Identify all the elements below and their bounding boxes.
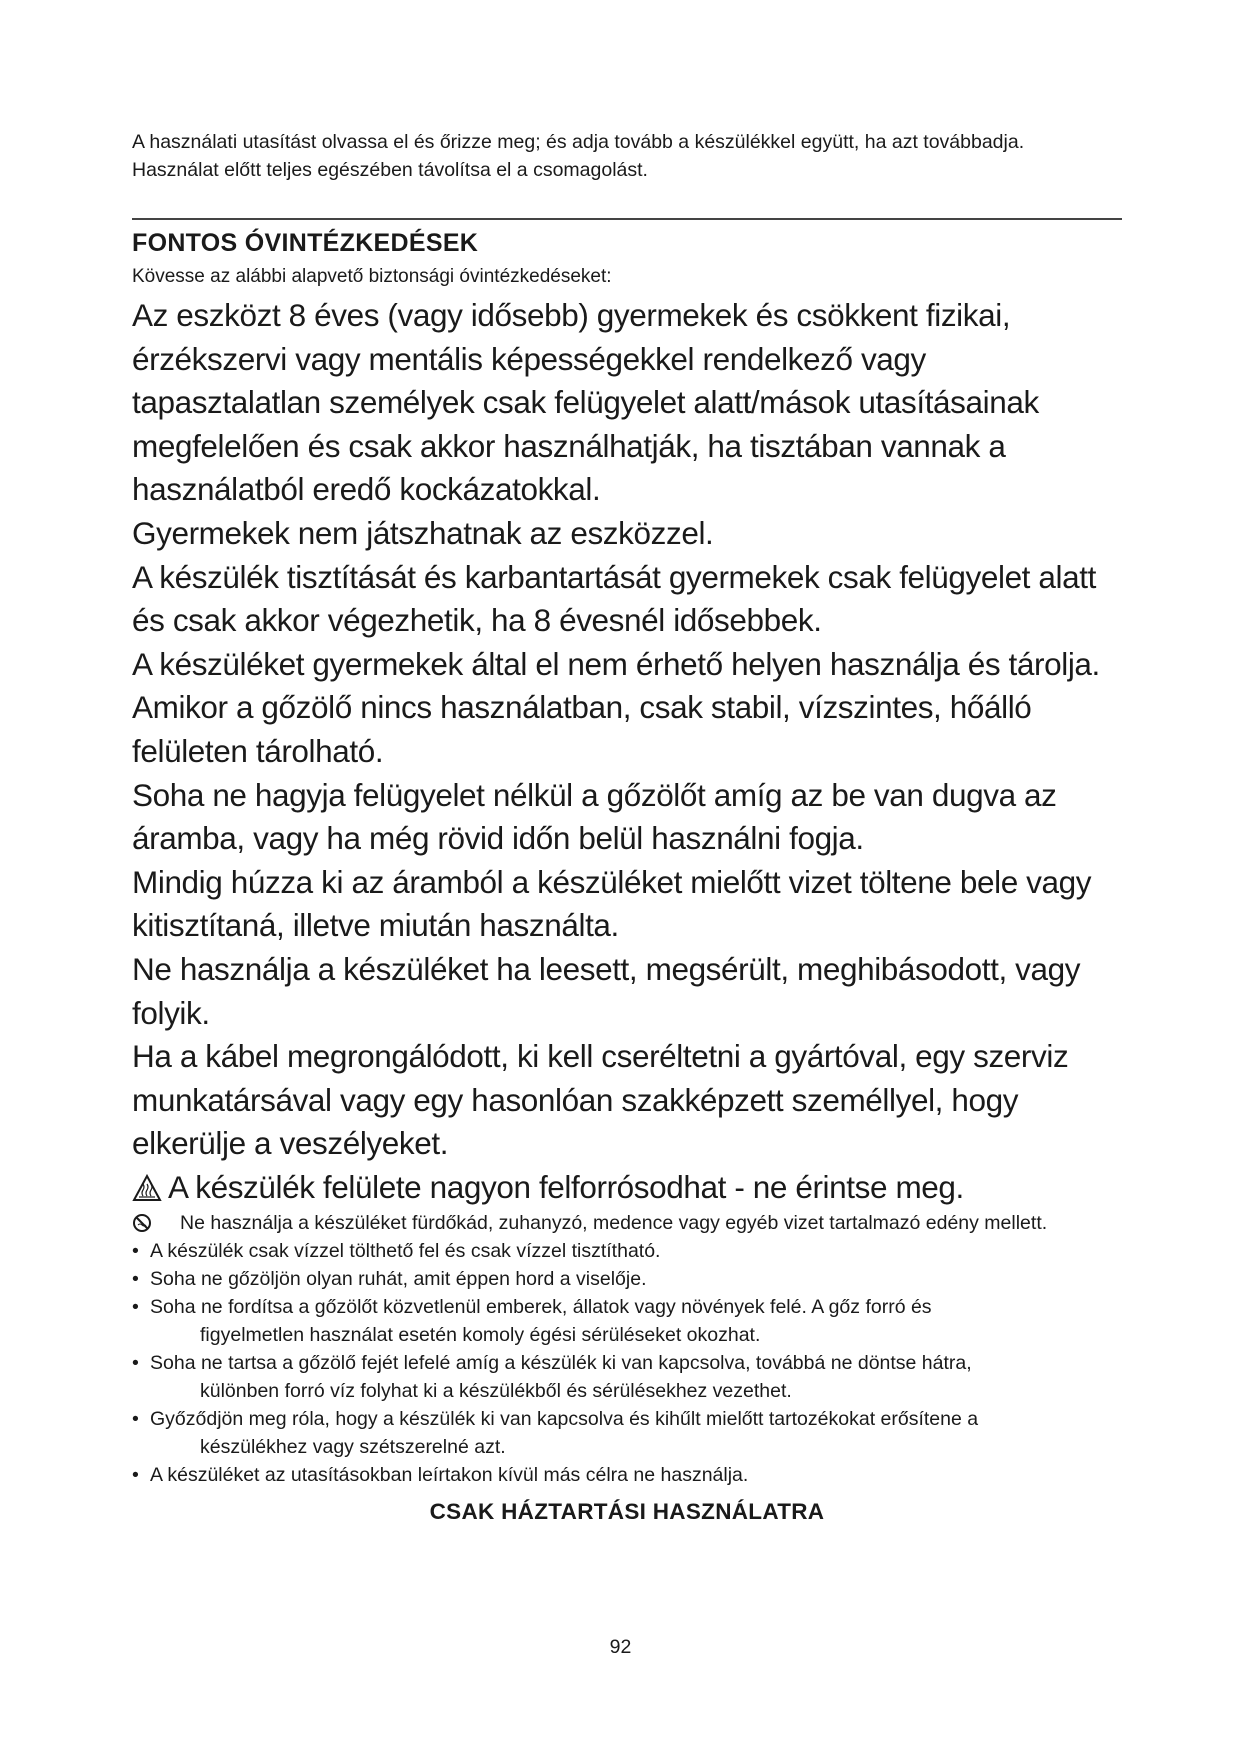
section-divider	[132, 218, 1122, 220]
safety-paragraph: Az eszközt 8 éves (vagy idősebb) gyermekek és csökkent fizikai, érzékszervi vagy mentális képességekkel rendelkező vagy tapasztalatlan személyek csak felügyelet alatt/mások utasításainak megfelelően és csak akkor használhatják, ha tisztában vannak a használatból eredő kockázatokkal.	[132, 297, 1039, 508]
list-item	[132, 1237, 1122, 1265]
page-number: 92	[609, 1636, 632, 1658]
safety-paragraph: Amikor a gőzölő nincs használatban, csak stabil, vízszintes, hőálló felületen tárolható.	[132, 689, 1032, 769]
safety-paragraph: Ne használja a készüléket ha leesett, megsérült, meghibásodott, vagy folyik.	[132, 950, 1081, 1031]
safety-paragraph: Mindig húzza ki az áramból a készüléket mielőtt vizet töltene bele vagy kitisztítaná, illetve miután használta.	[132, 863, 1092, 944]
safety-paragraph: Soha ne hagyja felügyelet nélkül a gőzölőt amíg az be van dugva az áramba, vagy ha még rövid időn belül használni fogja.	[132, 776, 1057, 857]
list-item	[132, 1209, 1122, 1237]
section-subtitle: Kövesse az alábbi alapvető biztonsági óvintézkedéseket:	[132, 266, 612, 287]
safety-paragraph: A készüléket gyermekek által el nem érhető helyen használja és tárolja.	[132, 645, 1100, 682]
list-item-text: A készüléket az utasításokban leírtakon kívül más célra ne használja.	[150, 1464, 749, 1487]
list-item	[132, 1265, 1122, 1293]
precautions-list	[132, 1209, 1122, 1489]
list-item-continuation: figyelmetlen használat esetén komoly égési sérüléseket okozhat.	[200, 1324, 761, 1347]
safety-paragraph: A készülék tisztítását és karbantartását gyermekek csak felügyelet alatt és csak akkor végezhetik, ha 8 évesnél idősebbek.	[132, 558, 1096, 639]
list-item	[132, 1405, 1122, 1461]
prohibited-icon	[132, 1213, 152, 1233]
list-item-continuation: készülékhez vagy szétszerelné azt.	[200, 1436, 506, 1459]
hot-surface-warning-text: A készülék felülete nagyon felforrósodhat - ne érintse meg.	[168, 1168, 964, 1205]
list-item-text: Soha ne tartsa a gőzölő fejét lefelé amíg a készülék ki van kapcsolva, továbbá ne döntse hátra,	[150, 1352, 972, 1375]
intro-line-1: A használati utasítást olvassa el és őrizze meg; és adja tovább a készülékkel együtt, ha azt továbbadja.	[132, 131, 1025, 153]
bullet-symbol: •	[132, 1268, 139, 1291]
household-use-only-title: CSAK HÁZTARTÁSI HASZNÁLATRA	[429, 1499, 825, 1525]
safety-paragraph: Ha a kábel megrongálódott, ki kell cseréltetni a gyártóval, egy szerviz munkatársával vagy egy hasonlóan szakképzett személlyel, hogy elkerülje a veszélyeket.	[132, 1038, 1069, 1162]
list-item	[132, 1293, 1122, 1349]
safety-paragraph: Gyermekek nem játszhatnak az eszközzel.	[132, 514, 714, 551]
bullet-symbol: •	[132, 1352, 139, 1375]
list-item-text: Soha ne gőzöljön olyan ruhát, amit éppen hord a viselője.	[150, 1268, 647, 1291]
bullet-symbol: •	[132, 1240, 139, 1263]
list-item-text: Soha ne fordítsa a gőzölőt közvetlenül emberek, állatok vagy növények felé. A gőz forró és	[150, 1296, 932, 1319]
list-item-text: Győződjön meg róla, hogy a készülék ki van kapcsolva és kihűlt mielőtt tartozékokat erősítene a	[150, 1408, 979, 1431]
hot-surface-warning-icon	[132, 1174, 162, 1202]
list-item	[132, 1349, 1122, 1405]
list-item-continuation: különben forró víz folyhat ki a készülékből és sérülésekhez vezethet.	[200, 1380, 792, 1403]
manual-page	[132, 128, 1122, 1529]
bullet-symbol: •	[132, 1408, 139, 1431]
list-item-text: A készülék csak vízzel tölthető fel és csak vízzel tisztítható.	[150, 1240, 661, 1263]
list-item-text: Ne használja a készüléket fürdőkád, zuhanyzó, medence vagy egyéb vizet tartalmazó edény mellett.	[180, 1212, 1048, 1235]
bullet-symbol: •	[132, 1464, 139, 1487]
hot-surface-warning	[132, 1166, 1122, 1210]
bullet-symbol: •	[132, 1296, 139, 1319]
section-title: FONTOS ÓVINTÉZKEDÉSEK	[132, 229, 479, 257]
intro-line-2: Használat előtt teljes egészében távolítsa el a csomagolást.	[132, 159, 648, 181]
list-item	[132, 1461, 1122, 1489]
